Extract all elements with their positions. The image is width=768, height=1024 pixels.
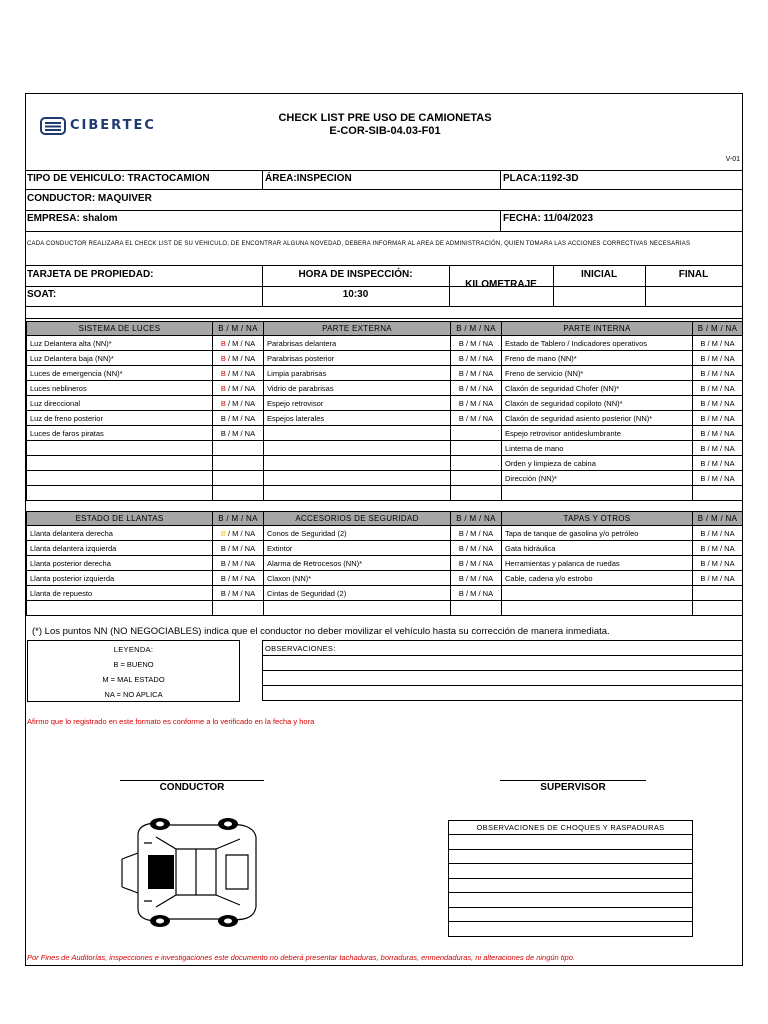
item-label: Orden y limpieza de cabina [502, 456, 693, 471]
table-row [27, 586, 743, 601]
rating-header: B / M / NA [451, 322, 502, 336]
item-rating[interactable]: B / M / NA [213, 366, 264, 381]
item-label: Luces de faros piratas [27, 426, 213, 441]
damage-row[interactable] [449, 864, 693, 879]
item-rating[interactable]: B / M / NA [213, 396, 264, 411]
item-label: Espejo retrovisor [264, 396, 451, 411]
table-row [27, 441, 743, 456]
driver-signature-label: CONDUCTOR [159, 782, 225, 793]
item-rating[interactable] [451, 441, 502, 456]
item-label: Espejo retrovisor antideslumbrante [502, 426, 693, 441]
item-rating[interactable] [693, 486, 743, 501]
legend-box [27, 640, 240, 702]
logo-text: CIBERTEC [70, 118, 156, 133]
area: ÁREA:INSPECION [265, 173, 352, 184]
observations-box [262, 640, 743, 715]
table-row [27, 526, 743, 541]
item-rating[interactable]: B / M / NA [451, 571, 502, 586]
item-label: Herramientas y palanca de ruedas [502, 556, 693, 571]
inspection-time-label: HORA DE INSPECCIÓN: [298, 269, 413, 280]
item-label: Luz de freno posterior [27, 411, 213, 426]
item-label: Cintas de Seguridad (2) [264, 586, 451, 601]
damage-row[interactable] [449, 878, 693, 893]
item-rating[interactable]: B / M / NA [451, 526, 502, 541]
item-rating[interactable]: B / M / NA [693, 526, 743, 541]
item-rating[interactable]: B / M / NA [451, 366, 502, 381]
legend-na: NA = NO APLICA [104, 690, 163, 699]
item-rating[interactable] [451, 426, 502, 441]
item-rating[interactable]: B / M / NA [451, 556, 502, 571]
item-label [502, 586, 693, 601]
item-label: Luces de emergencia (NN)* [27, 366, 213, 381]
checklist-form [25, 93, 743, 966]
affirmation-text: Afirmo que lo registrado en este formato es conforme a lo verificado en la fecha y hora [27, 717, 315, 726]
section-header: SISTEMA DE LUCES [27, 322, 213, 336]
driver-name: CONDUCTOR: MAQUIVER [27, 193, 152, 204]
item-label: Estado de Tablero / Indicadores operativos [502, 336, 693, 351]
item-rating[interactable]: B / M / NA [451, 351, 502, 366]
table-row [27, 426, 743, 441]
damage-row[interactable] [449, 907, 693, 922]
item-label: Limpia parabrisas [264, 366, 451, 381]
damage-row[interactable] [449, 922, 693, 937]
item-label: Claxón de seguridad asiento posterior (NN)* [502, 411, 693, 426]
mileage-final-label: FINAL [678, 269, 709, 280]
item-rating[interactable]: B / M / NA [693, 381, 743, 396]
item-rating[interactable] [693, 586, 743, 601]
section-header: TAPAS Y OTROS [502, 512, 693, 526]
item-rating[interactable]: B / M / NA [693, 411, 743, 426]
legend-bad: M = MAL ESTADO [102, 675, 165, 684]
rating-header: B / M / NA [451, 512, 502, 526]
item-rating[interactable]: B / M / NA [213, 351, 264, 366]
item-label: Gata hidráulica [502, 541, 693, 556]
driver-signature-line[interactable] [120, 780, 264, 781]
item-rating[interactable]: B / M / NA [213, 571, 264, 586]
form-title: CHECK LIST PRE USO DE CAMIONETAS [278, 112, 492, 124]
section-header: PARTE EXTERNA [264, 322, 451, 336]
item-rating[interactable]: B / M / NA [693, 541, 743, 556]
item-label: Luz direccional [27, 396, 213, 411]
item-rating[interactable]: B / M / NA [693, 366, 743, 381]
item-rating[interactable]: B / M / NA [693, 351, 743, 366]
item-label: Llanta delantera izquierda [27, 541, 213, 556]
form-version: V-01 [725, 156, 740, 163]
item-label [264, 486, 451, 501]
vehicle-damage-diagram[interactable] [116, 815, 266, 930]
table-row [27, 411, 743, 426]
item-label: Parabrisas posterior [264, 351, 451, 366]
item-rating[interactable] [451, 486, 502, 501]
item-rating[interactable]: B / M / NA [213, 381, 264, 396]
nn-note: (*) Los puntos NN (NO NEGOCIABLES) indica que el conductor no deber movilizar el vehículo hasta su corrección de manera inmediata. [32, 626, 610, 637]
item-rating[interactable]: B / M / NA [693, 556, 743, 571]
instructions-text: CADA CONDUCTOR REALIZARA EL CHECK LIST DE SU VEHICULO, DE ENCONTRAR ALGUNA NOVEDAD, DEBERA INFORMAR AL AREA DE ADMINISTRACIÓN, QUIEN TOMARA LAS ACCIONES CORRECTIVAS NECESARIAS [27, 241, 691, 247]
table-row [27, 456, 743, 471]
item-rating[interactable]: B / M / NA [693, 441, 743, 456]
table-row [27, 486, 743, 501]
item-rating[interactable] [213, 456, 264, 471]
rating-header: B / M / NA [693, 322, 743, 336]
item-label: Llanta de repuesto [27, 586, 213, 601]
item-rating[interactable]: B / M / NA [693, 471, 743, 486]
item-label: Llanta delantera derecha [27, 526, 213, 541]
item-rating[interactable]: B / M / NA [693, 571, 743, 586]
item-rating[interactable] [213, 441, 264, 456]
item-label: Alarma de Retrocesos (NN)* [264, 556, 451, 571]
item-label: Linterna de mano [502, 441, 693, 456]
section-header: PARTE INTERNA [502, 322, 693, 336]
item-rating[interactable]: B / M / NA [451, 541, 502, 556]
section-header: ACCESORIOS DE SEGURIDAD [264, 512, 451, 526]
item-rating[interactable]: B / M / NA [213, 541, 264, 556]
vehicle-type: TIPO DE VEHICULO: TRACTOCAMION [27, 173, 210, 184]
tires-safety-other-table [26, 511, 743, 616]
item-rating[interactable]: B / M / NA [451, 396, 502, 411]
table-row [27, 571, 743, 586]
item-label: Claxon (NN)* [264, 571, 451, 586]
table-row [27, 351, 743, 366]
table-row [27, 366, 743, 381]
supervisor-signature-line[interactable] [500, 780, 646, 781]
table-row [27, 471, 743, 486]
table-header-row [27, 322, 743, 336]
damage-row[interactable] [449, 849, 693, 864]
item-label [27, 471, 213, 486]
item-rating[interactable] [451, 471, 502, 486]
table-row [27, 541, 743, 556]
item-rating[interactable] [213, 471, 264, 486]
rating-header: B / M / NA [213, 322, 264, 336]
item-label: Extintor [264, 541, 451, 556]
supervisor-signature-label: SUPERVISOR [540, 782, 606, 793]
item-label [264, 601, 451, 616]
mileage-label: KILOMETRAJE [465, 279, 537, 290]
item-rating[interactable]: B / M / NA [213, 526, 264, 541]
item-rating[interactable]: B / M / NA [213, 556, 264, 571]
item-label: Dirección (NN)* [502, 471, 693, 486]
item-label [502, 601, 693, 616]
item-rating[interactable]: B / M / NA [213, 586, 264, 601]
item-label [502, 486, 693, 501]
item-rating[interactable] [451, 456, 502, 471]
item-rating[interactable]: B / M / NA [451, 381, 502, 396]
item-label: Parabrisas delantera [264, 336, 451, 351]
item-label: Espejos laterales [264, 411, 451, 426]
rating-header: B / M / NA [693, 512, 743, 526]
item-rating[interactable]: B / M / NA [213, 336, 264, 351]
legend-good: B = BUENO [113, 660, 154, 669]
plate: PLACA:1192-3D [503, 173, 579, 184]
observations-label: OBSERVACIONES: [265, 644, 336, 653]
item-label [27, 601, 213, 616]
mileage-initial-label: INICIAL [580, 269, 618, 280]
damage-table-title: OBSERVACIONES DE CHOQUES Y RASPADURAS [449, 821, 693, 835]
item-label: Luces neblineros [27, 381, 213, 396]
item-label: Tapa de tanque de gasolina y/o petróleo [502, 526, 693, 541]
table-row [27, 556, 743, 571]
footer-note: Por Fines de Auditorías, inspecciones e investigaciones este documento no deberá presentar tachaduras, borraduras, enmendaduras, ni alteraciones de ningún tipo. [27, 953, 575, 962]
item-rating[interactable]: B / M / NA [693, 456, 743, 471]
item-label: Conos de Seguridad (2) [264, 526, 451, 541]
table-row [27, 601, 743, 616]
item-rating[interactable]: B / M / NA [213, 411, 264, 426]
item-label: Freno de mano (NN)* [502, 351, 693, 366]
item-label [264, 456, 451, 471]
item-label: Luz Delantera baja (NN)* [27, 351, 213, 366]
table-header-row [27, 512, 743, 526]
table-row [27, 381, 743, 396]
item-rating[interactable]: B / M / NA [693, 426, 743, 441]
damage-row[interactable] [449, 893, 693, 908]
inspection-time: 10:30 [342, 289, 369, 300]
item-label [27, 441, 213, 456]
lights-exterior-interior-table [26, 321, 743, 501]
item-rating[interactable]: B / M / NA [693, 396, 743, 411]
item-rating[interactable]: B / M / NA [451, 586, 502, 601]
damage-observations-table [448, 820, 693, 937]
form-code: E-COR-SIB-04.03-F01 [329, 125, 441, 137]
item-label: Claxón de seguridad Chofer (NN)* [502, 381, 693, 396]
item-label [264, 426, 451, 441]
item-rating[interactable]: B / M / NA [693, 336, 743, 351]
item-label: Cable, cadena y/o estrobo [502, 571, 693, 586]
item-rating[interactable] [213, 601, 264, 616]
company: EMPRESA: shalom [27, 213, 118, 224]
ownership-card-label: TARJETA DE PROPIEDAD: [27, 269, 154, 280]
section-header: ESTADO DE LLANTAS [27, 512, 213, 526]
item-rating[interactable]: B / M / NA [451, 411, 502, 426]
item-rating[interactable] [213, 486, 264, 501]
item-label [264, 471, 451, 486]
soat-label: SOAT: [27, 289, 57, 300]
rating-header: B / M / NA [213, 512, 264, 526]
item-label [27, 486, 213, 501]
item-rating[interactable]: B / M / NA [451, 336, 502, 351]
item-label: Claxón de seguridad copiloto (NN)* [502, 396, 693, 411]
legend-title: LEYENDA: [113, 645, 154, 654]
inspection-date: FECHA: 11/04/2023 [503, 213, 594, 224]
item-label: Llanta posterior izquierda [27, 571, 213, 586]
item-label: Llanta posterior derecha [27, 556, 213, 571]
item-rating[interactable]: B / M / NA [213, 426, 264, 441]
table-row [27, 396, 743, 411]
table-row [27, 336, 743, 351]
item-label: Luz Delantera alta (NN)* [27, 336, 213, 351]
item-rating[interactable] [693, 601, 743, 616]
item-label: Vidrio de parabrisas [264, 381, 451, 396]
damage-row[interactable] [449, 835, 693, 850]
item-label [27, 456, 213, 471]
item-label: Freno de servicio (NN)* [502, 366, 693, 381]
item-rating[interactable] [451, 601, 502, 616]
item-label [264, 441, 451, 456]
